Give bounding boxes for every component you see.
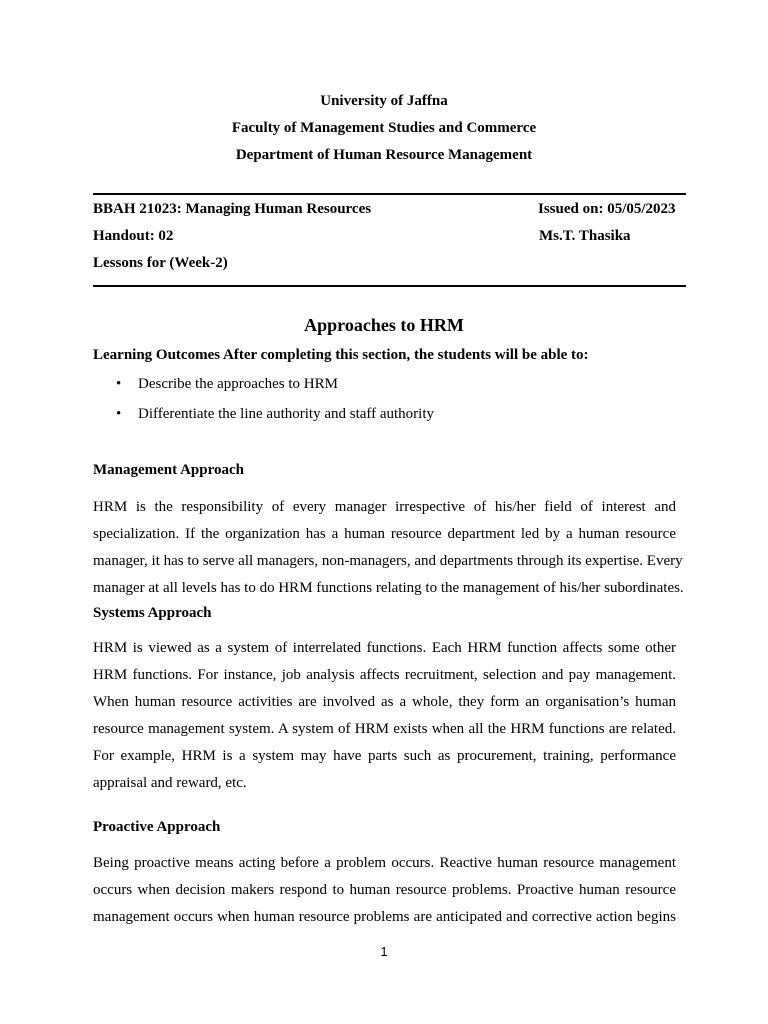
section-body-systems bbox=[93, 635, 676, 797]
text-line: Being proactive means acting before a problem occurs. Reactive human resource management bbox=[93, 855, 676, 871]
text-line: HRM is viewed as a system of interrelated functions. Each HRM function affects some other bbox=[93, 640, 676, 656]
course-title: BBAH 21023: Managing Human Resources bbox=[93, 201, 372, 217]
lecturer-name: Ms.T. Thasika bbox=[539, 228, 631, 244]
text-line: occurs when decision makers respond to human resource problems. Proactive human resource bbox=[93, 882, 676, 898]
lessons-week: Lessons for (Week-2) bbox=[93, 255, 228, 271]
page-title: Approaches to HRM bbox=[304, 315, 464, 335]
text-line: resource management system. A system of HRM exists when all the HRM functions are related. bbox=[93, 721, 676, 737]
learning-outcome-item: Differentiate the line authority and staff authority bbox=[138, 406, 435, 422]
learning-outcomes-intro: Learning Outcomes After completing this section, the students will be able to: bbox=[93, 347, 589, 363]
section-body-proactive bbox=[93, 850, 676, 931]
text-line: management occurs when human resource problems are anticipated and corrective action begins bbox=[93, 909, 676, 925]
bullet-icon: • bbox=[116, 376, 122, 392]
text-line: appraisal and reward, etc. bbox=[93, 775, 247, 791]
bottom-rule bbox=[93, 285, 686, 287]
learning-outcome-item: Describe the approaches to HRM bbox=[138, 376, 338, 392]
faculty-name: Faculty of Management Studies and Commerce bbox=[231, 120, 537, 136]
department-name: Department of Human Resource Management bbox=[235, 147, 533, 163]
section-heading-systems: Systems Approach bbox=[93, 605, 212, 621]
text-line: specialization. If the organization has a human resource department led by a human resource bbox=[93, 526, 676, 542]
section-heading-proactive: Proactive Approach bbox=[93, 819, 221, 835]
text-line: When human resource activities are involved as a whole, they form an organisation’s human bbox=[93, 694, 676, 710]
text-line: HRM is the responsibility of every manager irrespective of his/her field of interest and bbox=[93, 499, 676, 515]
section-body-management bbox=[93, 494, 684, 602]
text-line: HRM functions. For instance, job analysis affects recruitment, selection and pay management. bbox=[93, 667, 676, 683]
top-rule bbox=[93, 193, 686, 195]
issued-date: Issued on: 05/05/2023 bbox=[538, 201, 676, 217]
page-number: 1 bbox=[380, 944, 388, 959]
text-line: For example, HRM is a system may have parts such as procurement, training, performance bbox=[93, 748, 676, 764]
text-line: manager, it has to serve all managers, non-managers, and departments through its expertise. Every bbox=[93, 553, 683, 569]
text-line: manager at all levels has to do HRM functions relating to the management of his/her subordinates. bbox=[93, 580, 684, 596]
bullet-icon: • bbox=[116, 406, 122, 422]
university-name: University of Jaffna bbox=[320, 93, 448, 109]
handout-number: Handout: 02 bbox=[93, 228, 174, 244]
section-heading-management: Management Approach bbox=[93, 462, 244, 478]
